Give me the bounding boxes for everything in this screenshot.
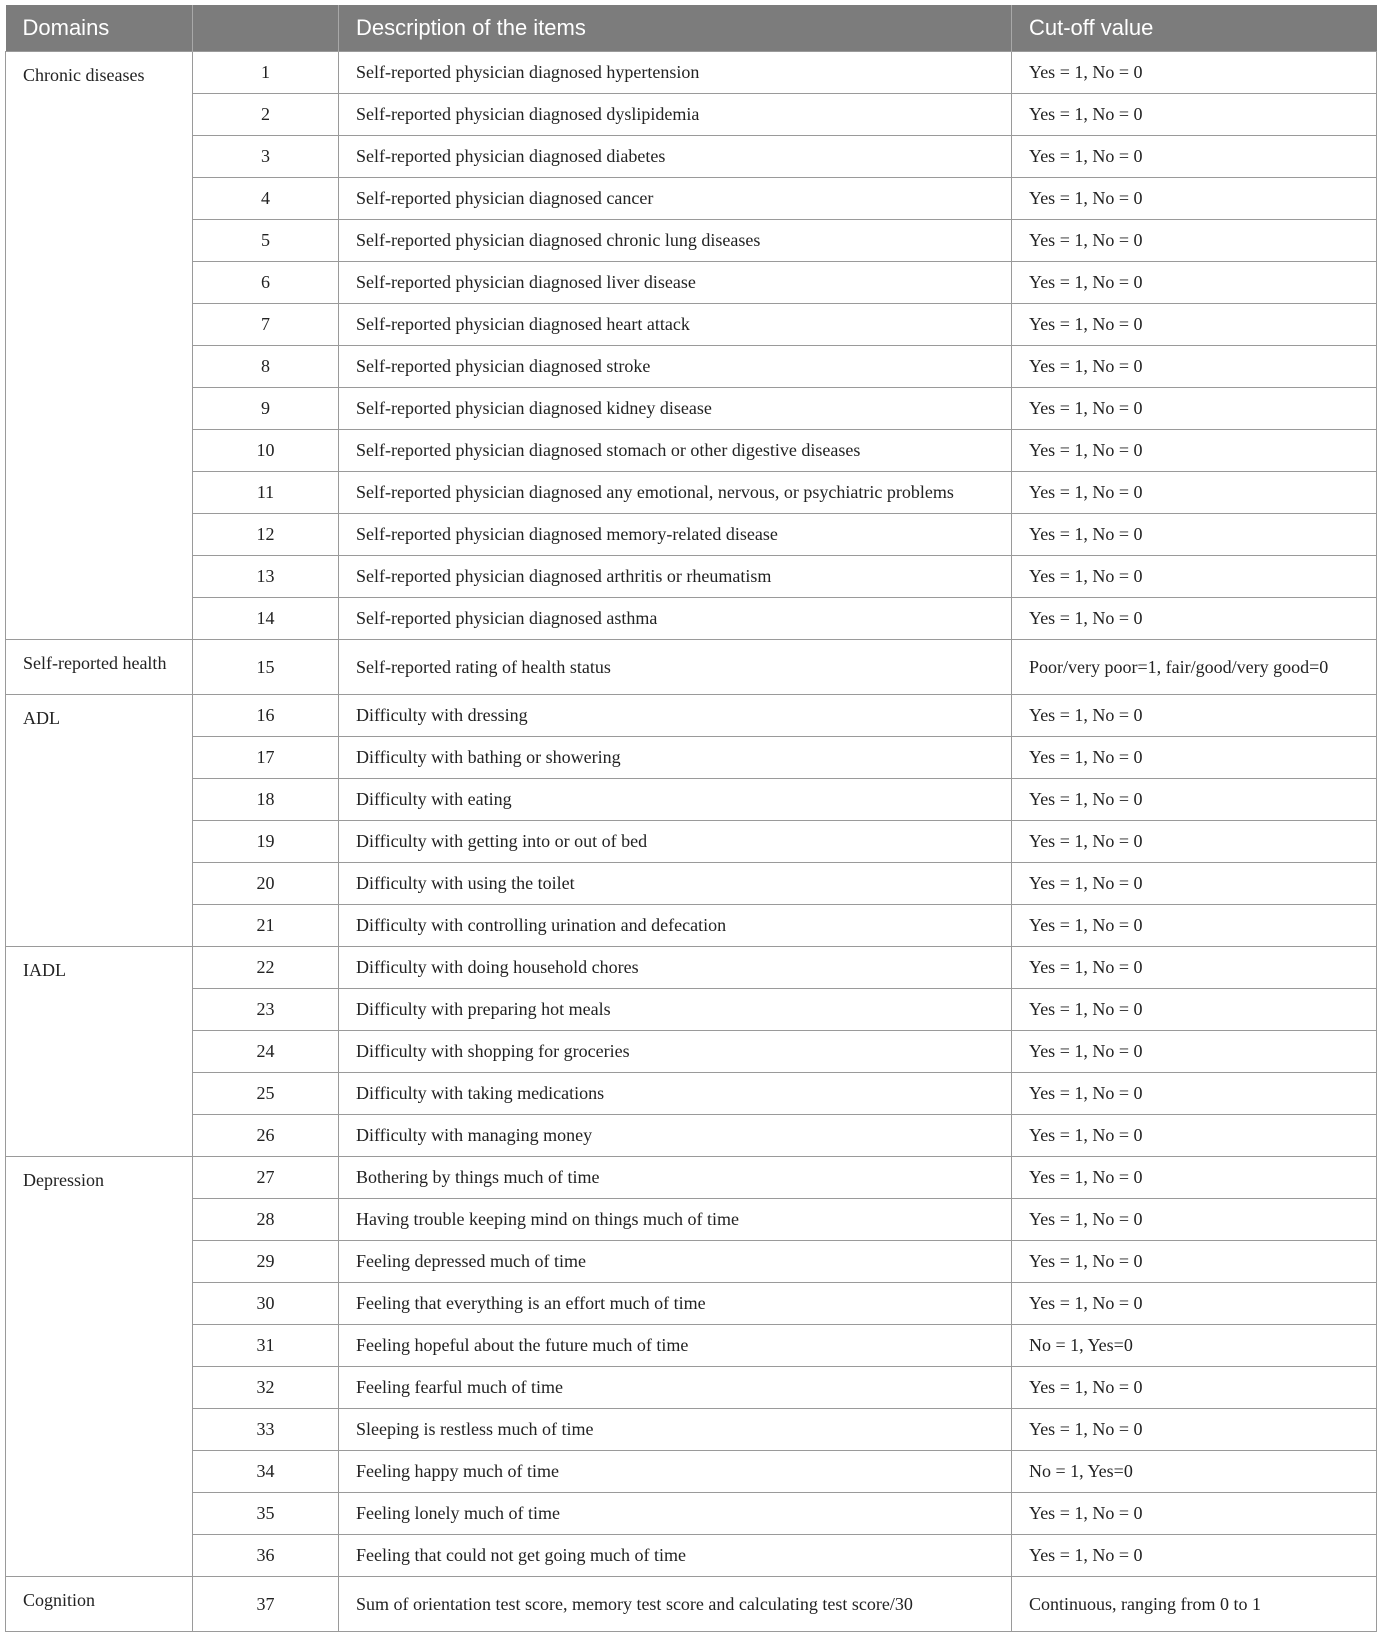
item-number-cell: 15 (193, 640, 339, 695)
description-cell: Difficulty with preparing hot meals (339, 989, 1012, 1031)
cutoff-cell: Yes = 1, No = 0 (1012, 94, 1377, 136)
domain-cell: Cognition (6, 1577, 193, 1632)
description-cell: Difficulty with eating (339, 779, 1012, 821)
table-row (6, 262, 1377, 304)
item-number-cell: 35 (193, 1493, 339, 1535)
item-number-cell: 30 (193, 1283, 339, 1325)
description-cell: Feeling lonely much of time (339, 1493, 1012, 1535)
table-row (6, 1451, 1377, 1493)
description-cell: Having trouble keeping mind on things much of time (339, 1199, 1012, 1241)
table-row (6, 947, 1377, 989)
table-row (6, 556, 1377, 598)
description-cell: Difficulty with taking medications (339, 1073, 1012, 1115)
description-cell: Difficulty with managing money (339, 1115, 1012, 1157)
table-row (6, 1241, 1377, 1283)
table-row (6, 1409, 1377, 1451)
item-number-cell: 28 (193, 1199, 339, 1241)
cutoff-cell: Yes = 1, No = 0 (1012, 472, 1377, 514)
description-cell: Self-reported physician diagnosed chronic lung diseases (339, 220, 1012, 262)
cutoff-cell: Yes = 1, No = 0 (1012, 262, 1377, 304)
header-row (6, 5, 1377, 52)
item-number-cell: 6 (193, 262, 339, 304)
description-cell: Difficulty with using the toilet (339, 863, 1012, 905)
table-row (6, 1283, 1377, 1325)
cutoff-cell: Yes = 1, No = 0 (1012, 905, 1377, 947)
cutoff-cell: Yes = 1, No = 0 (1012, 430, 1377, 472)
table-row (6, 1367, 1377, 1409)
description-cell: Self-reported physician diagnosed arthritis or rheumatism (339, 556, 1012, 598)
item-number-cell: 34 (193, 1451, 339, 1493)
cutoff-cell: Yes = 1, No = 0 (1012, 1199, 1377, 1241)
item-number-cell: 24 (193, 1031, 339, 1073)
table-row (6, 1325, 1377, 1367)
item-number-cell: 1 (193, 52, 339, 94)
item-number-cell: 17 (193, 737, 339, 779)
item-number-cell: 37 (193, 1577, 339, 1632)
description-cell: Difficulty with bathing or showering (339, 737, 1012, 779)
cutoff-cell: Yes = 1, No = 0 (1012, 304, 1377, 346)
description-cell: Feeling that everything is an effort much of time (339, 1283, 1012, 1325)
table-row (6, 136, 1377, 178)
description-cell: Self-reported physician diagnosed stomach or other digestive diseases (339, 430, 1012, 472)
table-row (6, 1577, 1377, 1632)
table-row (6, 821, 1377, 863)
cutoff-cell: Yes = 1, No = 0 (1012, 1535, 1377, 1577)
description-cell: Difficulty with controlling urination and defecation (339, 905, 1012, 947)
table-row (6, 346, 1377, 388)
cutoff-cell: Poor/very poor=1, fair/good/very good=0 (1012, 640, 1377, 695)
cutoff-cell: Continuous, ranging from 0 to 1 (1012, 1577, 1377, 1632)
table-row (6, 1031, 1377, 1073)
domain-cell: Chronic diseases (6, 52, 193, 640)
cutoff-cell: Yes = 1, No = 0 (1012, 136, 1377, 178)
cutoff-cell: Yes = 1, No = 0 (1012, 220, 1377, 262)
table-row (6, 94, 1377, 136)
description-cell: Difficulty with shopping for groceries (339, 1031, 1012, 1073)
table-row (6, 1157, 1377, 1199)
domain-cell: Depression (6, 1157, 193, 1577)
table-body (6, 52, 1377, 1632)
description-cell: Feeling happy much of time (339, 1451, 1012, 1493)
cutoff-cell: Yes = 1, No = 0 (1012, 556, 1377, 598)
cutoff-cell: Yes = 1, No = 0 (1012, 514, 1377, 556)
item-number-cell: 4 (193, 178, 339, 220)
table-row (6, 598, 1377, 640)
item-number-cell: 3 (193, 136, 339, 178)
description-cell: Difficulty with dressing (339, 695, 1012, 737)
item-number-cell: 33 (193, 1409, 339, 1451)
item-number-cell: 27 (193, 1157, 339, 1199)
item-number-cell: 7 (193, 304, 339, 346)
description-cell: Self-reported physician diagnosed kidney disease (339, 388, 1012, 430)
table-row (6, 1493, 1377, 1535)
cutoff-cell: Yes = 1, No = 0 (1012, 695, 1377, 737)
table-row (6, 905, 1377, 947)
table-row (6, 1199, 1377, 1241)
item-number-cell: 12 (193, 514, 339, 556)
description-cell: Self-reported physician diagnosed asthma (339, 598, 1012, 640)
cutoff-cell: Yes = 1, No = 0 (1012, 989, 1377, 1031)
item-number-cell: 23 (193, 989, 339, 1031)
cutoff-cell: Yes = 1, No = 0 (1012, 52, 1377, 94)
item-number-cell: 21 (193, 905, 339, 947)
cutoff-cell: No = 1, Yes=0 (1012, 1325, 1377, 1367)
item-number-cell: 29 (193, 1241, 339, 1283)
item-number-cell: 11 (193, 472, 339, 514)
cutoff-cell: Yes = 1, No = 0 (1012, 737, 1377, 779)
description-cell: Feeling depressed much of time (339, 1241, 1012, 1283)
table-row (6, 640, 1377, 695)
description-cell: Self-reported physician diagnosed cancer (339, 178, 1012, 220)
item-number-cell: 16 (193, 695, 339, 737)
table-row (6, 430, 1377, 472)
item-number-cell: 9 (193, 388, 339, 430)
item-number-cell: 2 (193, 94, 339, 136)
cutoff-cell: Yes = 1, No = 0 (1012, 598, 1377, 640)
description-cell: Self-reported physician diagnosed memory-related disease (339, 514, 1012, 556)
header-domains: Domains (6, 5, 193, 52)
description-cell: Self-reported physician diagnosed dyslipidemia (339, 94, 1012, 136)
domain-cell: IADL (6, 947, 193, 1157)
description-cell: Feeling fearful much of time (339, 1367, 1012, 1409)
domain-cell: Self-reported health (6, 640, 193, 695)
cutoff-cell: Yes = 1, No = 0 (1012, 1157, 1377, 1199)
description-cell: Self-reported physician diagnosed heart attack (339, 304, 1012, 346)
description-cell: Bothering by things much of time (339, 1157, 1012, 1199)
item-number-cell: 10 (193, 430, 339, 472)
item-number-cell: 31 (193, 1325, 339, 1367)
cutoff-cell: Yes = 1, No = 0 (1012, 1241, 1377, 1283)
table-row (6, 695, 1377, 737)
item-number-cell: 36 (193, 1535, 339, 1577)
cutoff-cell: Yes = 1, No = 0 (1012, 346, 1377, 388)
cutoff-cell: Yes = 1, No = 0 (1012, 1283, 1377, 1325)
item-number-cell: 5 (193, 220, 339, 262)
domain-cell: ADL (6, 695, 193, 947)
item-number-cell: 20 (193, 863, 339, 905)
item-number-cell: 22 (193, 947, 339, 989)
item-number-cell: 8 (193, 346, 339, 388)
cutoff-cell: Yes = 1, No = 0 (1012, 1031, 1377, 1073)
item-number-cell: 18 (193, 779, 339, 821)
description-cell: Self-reported rating of health status (339, 640, 1012, 695)
cutoff-cell: Yes = 1, No = 0 (1012, 947, 1377, 989)
item-number-cell: 26 (193, 1115, 339, 1157)
table-row (6, 220, 1377, 262)
item-number-cell: 25 (193, 1073, 339, 1115)
description-cell: Self-reported physician diagnosed hypertension (339, 52, 1012, 94)
cutoff-cell: Yes = 1, No = 0 (1012, 178, 1377, 220)
table-row (6, 989, 1377, 1031)
table-row (6, 737, 1377, 779)
description-cell: Sleeping is restless much of time (339, 1409, 1012, 1451)
table-row (6, 178, 1377, 220)
description-cell: Difficulty with doing household chores (339, 947, 1012, 989)
description-cell: Self-reported physician diagnosed diabetes (339, 136, 1012, 178)
description-cell: Difficulty with getting into or out of bed (339, 821, 1012, 863)
description-cell: Sum of orientation test score, memory test score and calculating test score/30 (339, 1577, 1012, 1632)
description-cell: Self-reported physician diagnosed any emotional, nervous, or psychiatric problems (339, 472, 1012, 514)
cutoff-cell: No = 1, Yes=0 (1012, 1451, 1377, 1493)
cutoff-cell: Yes = 1, No = 0 (1012, 1115, 1377, 1157)
header-description: Description of the items (339, 5, 1012, 52)
cutoff-cell: Yes = 1, No = 0 (1012, 388, 1377, 430)
item-number-cell: 32 (193, 1367, 339, 1409)
table-row (6, 779, 1377, 821)
table-row (6, 304, 1377, 346)
table-row (6, 388, 1377, 430)
item-number-cell: 19 (193, 821, 339, 863)
header-item-number (193, 5, 339, 52)
description-cell: Self-reported physician diagnosed liver disease (339, 262, 1012, 304)
table-row (6, 863, 1377, 905)
description-cell: Feeling that could not get going much of time (339, 1535, 1012, 1577)
table-row (6, 1535, 1377, 1577)
description-cell: Self-reported physician diagnosed stroke (339, 346, 1012, 388)
cutoff-cell: Yes = 1, No = 0 (1012, 863, 1377, 905)
items-table (5, 5, 1377, 1632)
cutoff-cell: Yes = 1, No = 0 (1012, 779, 1377, 821)
cutoff-cell: Yes = 1, No = 0 (1012, 1073, 1377, 1115)
header-cutoff: Cut-off value (1012, 5, 1377, 52)
table-row (6, 514, 1377, 556)
cutoff-cell: Yes = 1, No = 0 (1012, 1493, 1377, 1535)
description-cell: Feeling hopeful about the future much of time (339, 1325, 1012, 1367)
table-row (6, 1073, 1377, 1115)
table-row (6, 52, 1377, 94)
table-row (6, 472, 1377, 514)
item-number-cell: 13 (193, 556, 339, 598)
cutoff-cell: Yes = 1, No = 0 (1012, 1409, 1377, 1451)
table-row (6, 1115, 1377, 1157)
cutoff-cell: Yes = 1, No = 0 (1012, 821, 1377, 863)
item-number-cell: 14 (193, 598, 339, 640)
cutoff-cell: Yes = 1, No = 0 (1012, 1367, 1377, 1409)
